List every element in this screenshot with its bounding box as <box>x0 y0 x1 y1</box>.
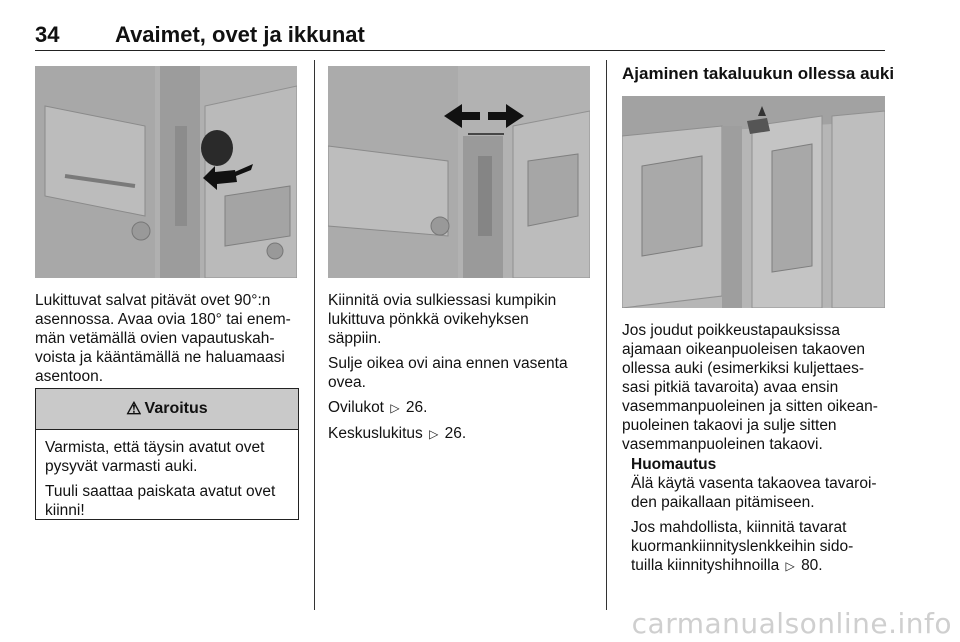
section-heading: Ajaminen takaluukun ollessa auki <box>622 64 895 83</box>
note-block <box>631 455 887 582</box>
watermark: carmanualsonline.info <box>631 607 952 640</box>
cross-reference[interactable]: Ovilukot ▷ 26. <box>328 399 428 416</box>
warning-body <box>36 430 298 534</box>
column-divider <box>606 60 607 610</box>
col2-paragraph: Sulje oikea ovi aina ennen vasenta ovea. <box>328 355 568 391</box>
col1-paragraph: Lukittuvat salvat pitävät ovet 90°:n asennossa. Avaa ovia 180° tai enem- män vetämällä ovien vapautuskah- voista ja kääntämällä ne haluamaasi asentoon. <box>35 292 291 385</box>
van-interior-illustration <box>622 96 885 308</box>
col2-paragraph: Kiinnitä ovia sulkiessasi kumpikin lukittuva pönkkä ovikehyksen säppiin. <box>328 292 557 347</box>
warning-text: Tuuli saattaa paiskata avatut ovet kiinni! <box>45 483 276 519</box>
page-title: Avaimet, ovet ja ikkunat <box>115 22 365 47</box>
cross-reference[interactable]: 80. <box>801 557 823 574</box>
page-header <box>35 18 885 51</box>
note-text: Jos mahdollista, kiinnitä tavarat kuormankiinnityslenkkeihin sido- tuilla kiinnityshihnoilla ▷ 80. <box>631 519 854 574</box>
cross-reference[interactable]: Keskuslukitus ▷ 26. <box>328 425 467 442</box>
page-number: 34 <box>35 22 60 47</box>
col2-text <box>328 291 593 450</box>
warning-header <box>36 389 298 430</box>
warning-text: Varmista, että täysin avatut ovet pysyvät varmasti auki. <box>45 439 265 475</box>
warning-icon: ⚠ <box>126 399 142 418</box>
warning-box <box>35 388 299 520</box>
warning-title: Varoitus <box>144 400 208 417</box>
reference-arrow-icon: ▷ <box>429 427 439 441</box>
door-latch-illustration <box>35 66 297 278</box>
reference-arrow-icon: ▷ <box>785 559 795 573</box>
col3-paragraph: Jos joudut poikkeustapauksissa ajamaan oikeanpuoleisen takaoven ollessa auki (esimerkiksi kuljettaes- sasi pitkiä tavaroita) avaa ensin vasemmanpuoleinen ja sitten oikean- puoleinen takaovi ja sulje sitten vasemmanpuoleinen takaovi. <box>622 322 878 453</box>
column-divider <box>314 60 315 610</box>
door-hinge-arrows-illustration <box>328 66 590 278</box>
note-text: Älä käytä vasenta takaovea tavaroi- den paikallaan pitämiseen. <box>631 475 877 511</box>
note-title: Huomautus <box>631 456 717 473</box>
reference-arrow-icon: ▷ <box>390 401 400 415</box>
